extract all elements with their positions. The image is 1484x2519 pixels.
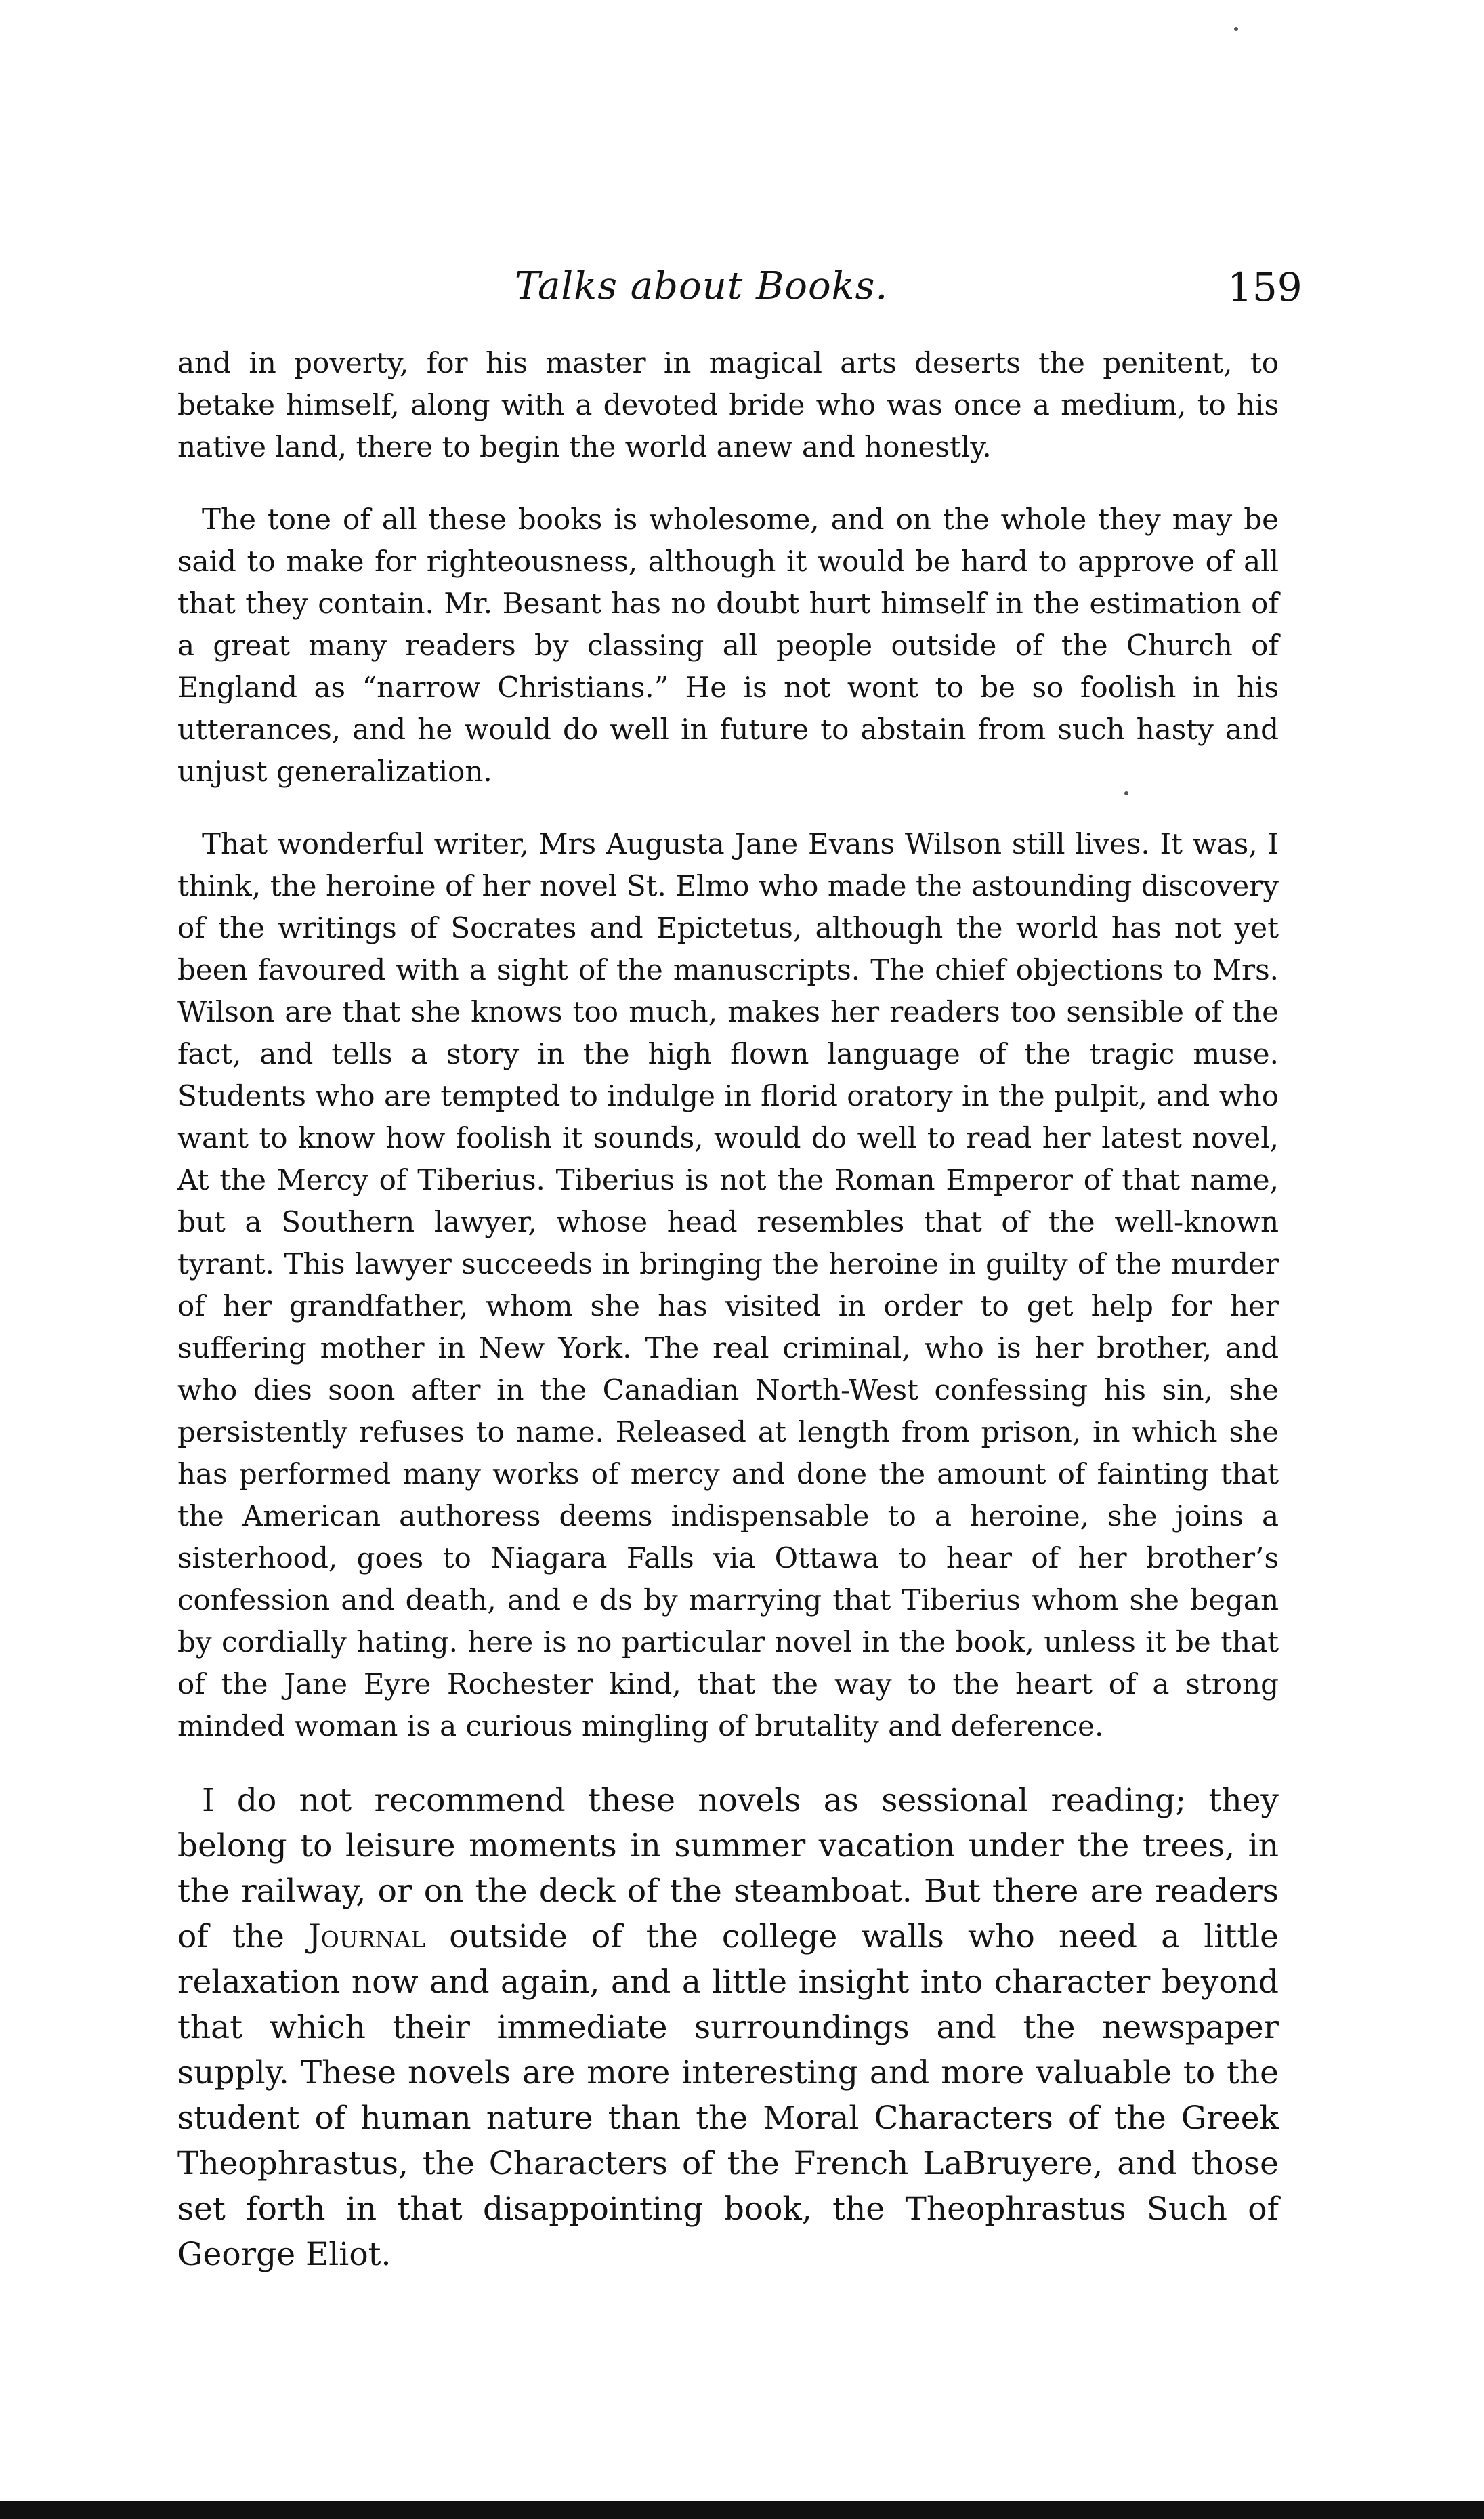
paragraph-continuation: and in poverty, for his master in magical arts deserts the penitent, to betake himself, along with a devoted bride who was once a medium, to his native land, there to begin the world anew and honestly. [177, 346, 1279, 463]
running-title: Talks about Books. [515, 264, 889, 308]
paragraph-text-end: outside of the college walls who need a little relaxation now and again, and a little insight into character beyond that which their immediate surroundings and the newspaper supply. These novels are more interesting and more valuable to the student of human nature than the Moral Characters of the Greek Theophrastus, the Characters of the French LaBruyere, and those set forth in that disappointing book, the Theophrastus Such of George Eliot. [177, 1918, 1279, 2273]
page-header [0, 264, 1484, 325]
paragraph-recommendation [177, 1778, 1279, 2277]
paragraph-text-start: I do not recommend these novels as sessional reading; they belong to leisure moments in summer vacation under the trees, in the railway, or on the deck of the steamboat. But there are readers of the [177, 1782, 1279, 1955]
ink-speck [1234, 27, 1238, 31]
paragraph-mrs-wilson: That wonderful writer, Mrs Augusta Jane Evans Wilson still lives. It was, I think, the heroine of her novel St. Elmo who made the astounding discovery of the writings of Socrates and Epictetus, although the world has not yet been favoured with a sight of the manuscripts. The chief objections to Mrs. Wilson are that she knows too much, makes her readers too sensible of the fact, and tells a story in the high flown language of the tragic muse. Students who are tempted to indulge in florid oratory in the pulpit, and who want to know how foolish it sounds, would do well to read her latest novel, At the Mercy of Tiberius. Tiberius is not the Roman Emperor of that name, but a Southern lawyer, whose head resembles that of the well-known tyrant. This lawyer succeeds in bringing the heroine in guilty of the murder of her grandfather, whom she has visited in order to get help for her suffering mother in New York. The real criminal, who is her brother, and who dies soon after in the Canadian North-West confessing his sin, she persistently refuses to name. Released at length from prison, in which she has performed many works of mercy and done the amount of fainting that the American authoress deems indispensable to a heroine, she joins a sisterhood, goes to Niagara Falls via Ottawa to hear of her brother’s confession and death, and e ds by marrying that Tiberius whom she began by cordially hating. here is no particular novel in the book, unless it be that of the Jane Eyre Rochester kind, that the way to the heart of a strong minded woman is a curious mingling of brutality and deference. [177, 827, 1279, 1743]
page-number: 159 [1227, 264, 1302, 310]
ink-speck [1124, 791, 1128, 795]
paragraph-tone-of-books: The tone of all these books is wholesome, and on the whole they may be said to make for righteousness, although it would be hard to approve of all that they contain. Mr. Besant has no doubt hurt himself in the estimation of a great many readers by classing all people outside of the Church of England as “narrow Christians.” He is not wont to be so foolish in his utterances, and he would do well in future to abstain from such hasty and unjust generalization. [177, 503, 1279, 788]
scan-edge [0, 2501, 1484, 2519]
body-text [177, 342, 1279, 2277]
journal-name: Journal [308, 1918, 426, 1955]
